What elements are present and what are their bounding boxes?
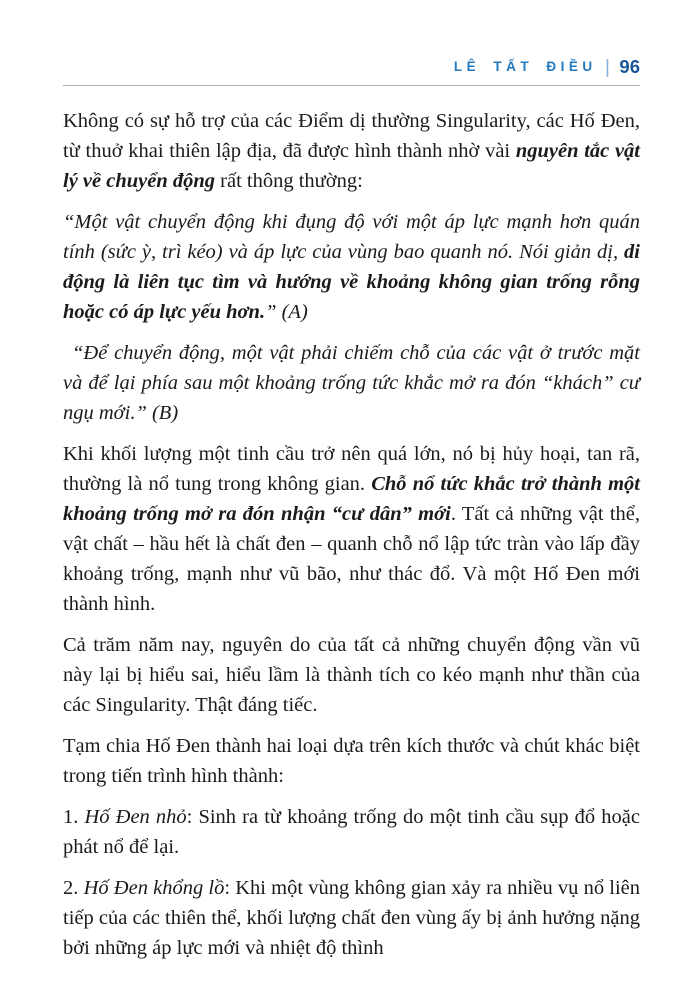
- text-run-bold-italic: nguyên tắc vật lý về chuyển động: [63, 140, 640, 192]
- text-run-italic: Hố Đen nhỏ: [84, 806, 187, 828]
- text-run: . Tất cả những vật thể, vật chất – hầu hết là chất đen – quanh chỗ nổ lập tức tràn vào lấp đầy khoảng trống, mạnh như vũ bão, như thác đổ. Và một Hố Đen mới thành hình.: [63, 503, 640, 615]
- paragraph-quote-a: [63, 207, 640, 327]
- text-run-italic: “Để chuyển động, một vật phải chiếm chỗ của các vật ở trước mặt và để lại phía sau một khoảng trống tức khắc mở ra đón “khách” cư ngụ mới.” (B): [63, 342, 640, 424]
- text-run: Tạm chia Hố Đen thành hai loại dựa trên kích thước và chút khác biệt trong tiến trình hình thành:: [63, 735, 640, 787]
- text-run: Cả trăm năm nay, nguyên do của tất cả những chuyển động vần vũ này lại bị hiểu sai, hiểu lầm là thành tích co kéo mạnh như thần của các Singularity. Thật đáng tiếc.: [63, 634, 640, 716]
- text-run: rất thông thường:: [215, 170, 363, 192]
- page-header: [63, 57, 640, 79]
- header-rule: [63, 85, 640, 86]
- text-run: : Sinh ra từ khoảng trống do một tinh cầu sụp đổ hoặc phát nổ để lại.: [63, 806, 640, 858]
- text-run: 2.: [63, 877, 84, 899]
- header-author: LÊ TẤT ĐIỀU: [453, 59, 597, 74]
- paragraph-giant-black-hole: [63, 873, 640, 963]
- page-body: [63, 106, 640, 963]
- header-page-number: 96: [619, 56, 640, 77]
- paragraph-misunderstanding: [63, 630, 640, 720]
- text-run: 1.: [63, 806, 85, 828]
- paragraph-quote-b: [63, 338, 640, 428]
- header-separator: |: [605, 57, 610, 78]
- text-run-bold-italic: di động là liên tục tìm và hướng về khoảng không gian trống rỗng hoặc có áp lực yếu hơn.: [63, 241, 640, 323]
- paragraph-explosion: [63, 439, 640, 619]
- paragraph-classification: [63, 731, 640, 791]
- text-run: : Khi một vùng không gian xảy ra nhiều vụ nổ liên tiếp của các thiên thể, khối lượng chất đen vùng ấy bị ảnh hưởng nặng bởi những áp lực mới và nhiệt độ thình: [63, 877, 640, 959]
- text-run: Khi khối lượng một tinh cầu trở nên quá lớn, nó bị hủy hoại, tan rã, thường là nổ tung trong không gian.: [63, 443, 640, 495]
- paragraph-intro: [63, 106, 640, 196]
- text-run: Không có sự hỗ trợ của các Điểm dị thường Singularity, các Hố Đen, từ thuở khai thiên lập địa, đã được hình thành nhờ vài: [63, 110, 640, 162]
- text-run-italic: Hố Đen khổng lồ: [83, 877, 225, 899]
- text-run-bold-italic: Chỗ nổ tức khắc trở thành một khoảng trống mở ra đón nhận “cư dân” mới: [63, 473, 640, 525]
- paragraph-small-black-hole: [63, 802, 640, 862]
- text-run-italic: ” (A): [265, 301, 308, 323]
- text-run-italic: “Một vật chuyển động khi đụng độ với một áp lực mạnh hơn quán tính (sức ỳ, trì kéo) và áp lực của vùng bao quanh nó. Nói giản dị,: [63, 211, 640, 263]
